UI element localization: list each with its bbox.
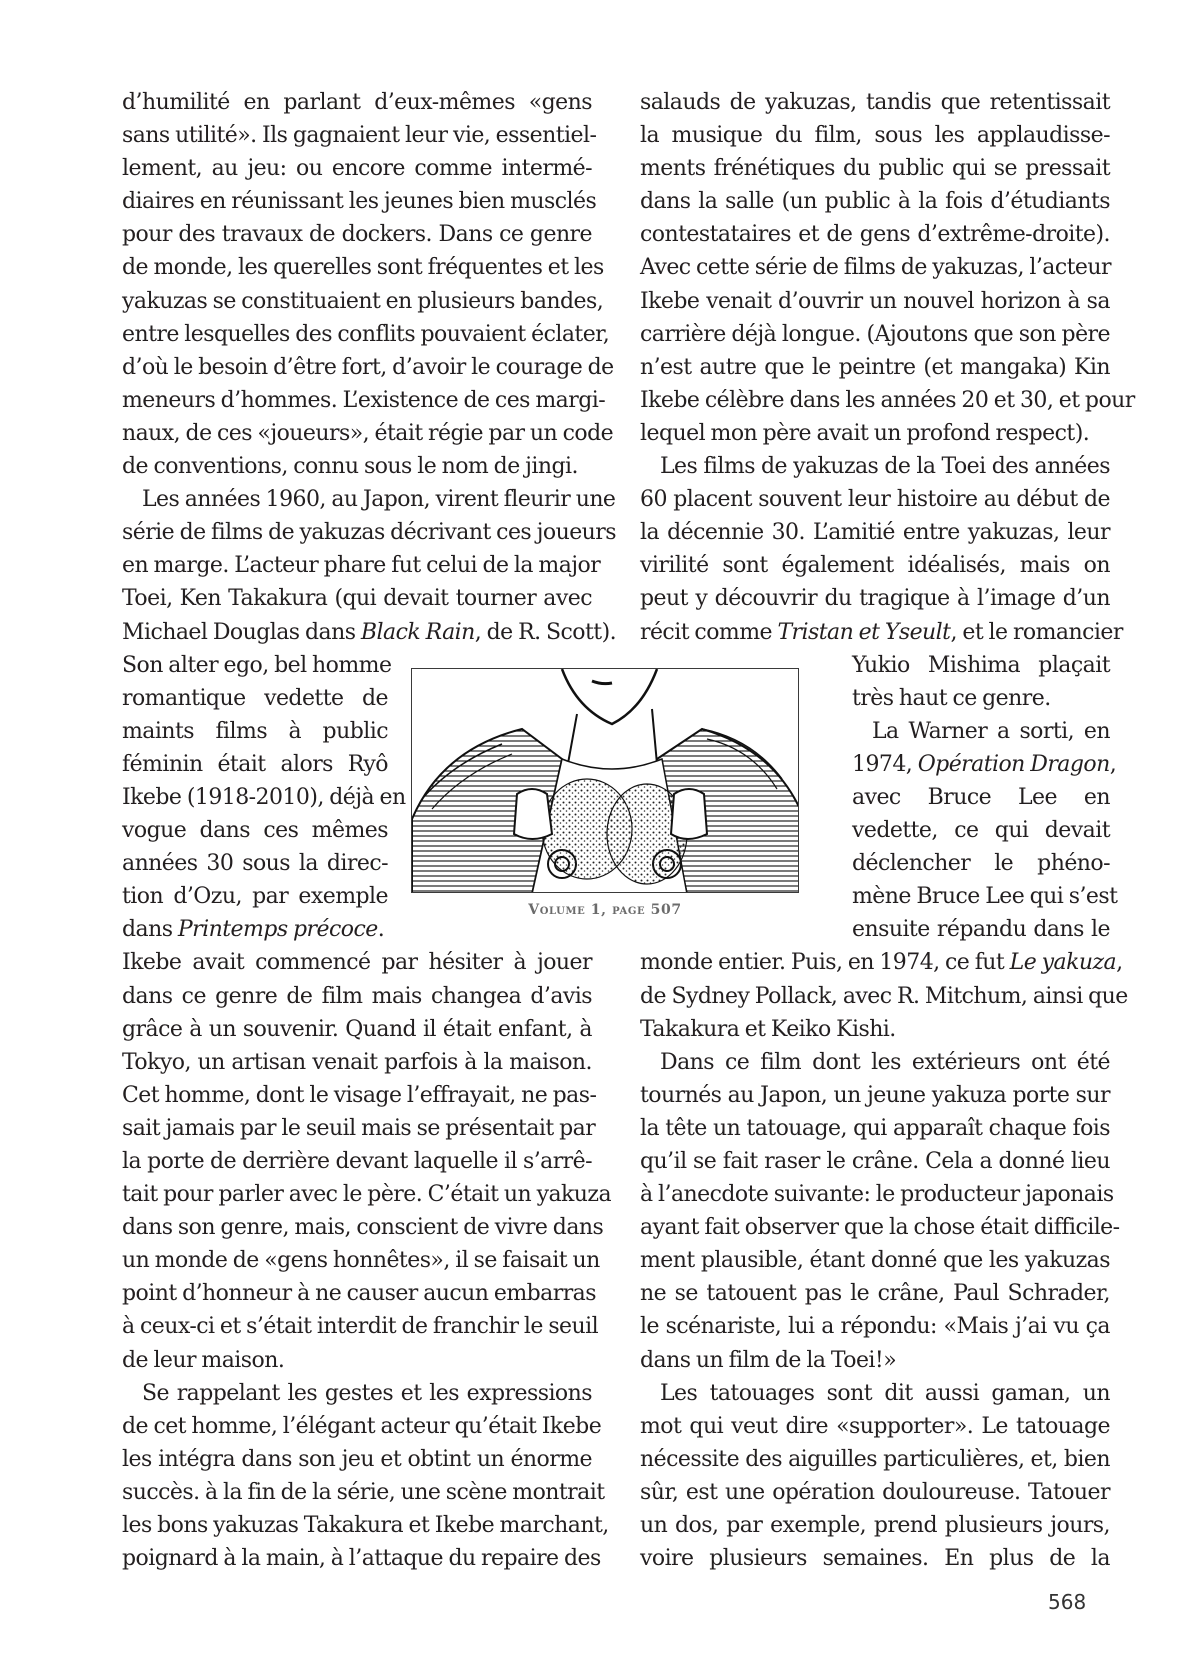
text-line: tait pour parler avec le père. C’était un yakuza: [122, 1182, 612, 1208]
text-line: 1974, Opération Dragon,: [852, 751, 1117, 777]
text-line: monde entier. Puis, en 1974, ce fut Le yakuza,: [640, 950, 1123, 976]
text-line: Toei, Ken Takakura (qui devait tourner avec: [122, 586, 592, 612]
text-line: dans un film de la Toei!»: [640, 1347, 897, 1373]
text-line: ensuite répandu dans le: [852, 917, 1110, 943]
text-line: années 30 sous la direc-: [122, 851, 388, 877]
text-line: d’où le besoin d’être fort, d’avoir le courage de: [122, 354, 614, 380]
text-line: un monde de «gens honnêtes», il se faisait un: [122, 1248, 600, 1274]
text-line: de Sydney Pollack, avec R. Mitchum, ainsi que: [640, 983, 1128, 1009]
text-line: Ikebe avait commencé par hésiter à jouer: [122, 950, 592, 976]
italic-title: Printemps précoce: [177, 917, 378, 943]
text-line: naux, de ces «joueurs», était régie par un code: [122, 420, 614, 446]
text-line: Ikebe venait d’ouvrir un nouvel horizon à sa: [640, 288, 1110, 314]
figure-caption: Volume 1, page 507: [528, 902, 682, 918]
text-line: récit comme Tristan et Yseult, et le romancier: [640, 619, 1123, 645]
text-line: qu’il se fait raser le crâne. Cela a donné lieu: [640, 1149, 1110, 1174]
text-line: Ikebe célèbre dans les années 20 et 30, et pour: [640, 387, 1135, 413]
text-line: à l’anecdote suivante: le producteur japonais: [640, 1182, 1114, 1208]
text-line: tournés au Japon, un jeune yakuza porte sur: [640, 1082, 1110, 1108]
text-line: entre lesquelles des conflits pouvaient éclater,: [122, 321, 610, 347]
text-line: de monde, les querelles sont fréquentes et les: [122, 255, 604, 281]
text-line: 60 placent souvent leur histoire au début de: [640, 487, 1110, 513]
text-line: voire plusieurs semaines. En plus de la: [640, 1546, 1110, 1572]
text-line: virilité sont également idéalisés, mais on: [640, 553, 1110, 579]
text-line: Michael Douglas dans Black Rain, de R. Scott).: [122, 619, 617, 645]
text-line: le scénariste, lui a répondu: «Mais j’ai vu ça: [640, 1314, 1110, 1340]
text-line: mène Bruce Lee qui s’est: [852, 884, 1118, 910]
text-line: ayant fait observer que la chose était difficile-: [640, 1215, 1120, 1241]
text-line: mot qui veut dire «supporter». Le tatouage: [640, 1413, 1110, 1439]
text-line: Les années 1960, au Japon, virent fleurir une: [142, 487, 616, 513]
text-line: lequel mon père avait un profond respect).: [640, 420, 1090, 446]
text-line: Avec cette série de films de yakuzas, l’acteur: [640, 255, 1111, 281]
text-line: yakuzas se constituaient en plusieurs bandes,: [122, 288, 604, 314]
text-line: pour des travaux de dockers. Dans ce genre: [122, 222, 592, 248]
text-line: Les films de yakuzas de la Toei des années: [660, 454, 1110, 480]
text-line: dans Printemps précoce.: [122, 917, 385, 943]
text-line: grâce à un souvenir. Quand il était enfant, à: [122, 1016, 592, 1042]
text-line: dans ce genre de film mais changea d’avis: [122, 983, 592, 1009]
text-line: Tokyo, un artisan venait parfois à la maison.: [122, 1049, 592, 1075]
text-line: meneurs d’hommes. L’existence de ces margi-: [122, 387, 606, 413]
italic-title: Tristan et Yseult: [777, 619, 951, 645]
text-line: Takakura et Keiko Kishi.: [640, 1016, 896, 1042]
text-line: de cet homme, l’élégant acteur qu’était Ikebe: [122, 1413, 602, 1439]
text-line: de leur maison.: [122, 1347, 285, 1373]
text-line: poignard à la main, à l’attaque du repaire des: [122, 1546, 601, 1572]
text-line: peut y découvrir du tragique à l’image d’un: [640, 586, 1110, 612]
page-number: 568: [1048, 1590, 1087, 1614]
text-line: Yukio Mishima plaçait: [852, 652, 1110, 678]
tattoo-illustration-icon: [412, 669, 799, 893]
text-line: Ikebe (1918-2010), déjà en: [122, 784, 406, 810]
text-line: maints films à public: [122, 718, 388, 744]
text-line: avec Bruce Lee en: [852, 784, 1110, 810]
text-line: ments frénétiques du public qui se pressait: [640, 156, 1110, 182]
text-line: n’est autre que le peintre (et mangaka) Kin: [640, 354, 1110, 380]
italic-title: Black Rain: [360, 619, 475, 645]
text-line: vogue dans ces mêmes: [122, 818, 388, 844]
text-line: lement, au jeu: ou encore comme intermé-: [122, 156, 592, 182]
text-line: Dans ce film dont les extérieurs ont été: [660, 1049, 1110, 1075]
text-line: ment plausible, étant donné que les yakuzas: [640, 1248, 1110, 1274]
text-line: nécessite des aiguilles particulières, et, bien: [640, 1446, 1110, 1472]
italic-title: Opération Dragon: [917, 751, 1110, 777]
text-line: dans son genre, mais, conscient de vivre dans: [122, 1215, 604, 1241]
text-line: en marge. L’acteur phare fut celui de la major: [122, 553, 601, 579]
text-line: succès. à la fin de la série, une scène montrait: [122, 1479, 605, 1505]
text-line: diaires en réunissant les jeunes bien musclés: [122, 189, 597, 215]
text-line: sait jamais par le seuil mais se présentait par: [122, 1115, 596, 1141]
text-line: sûr, est une opération douloureuse. Tatouer: [640, 1479, 1110, 1505]
manga-illustration: [411, 668, 799, 893]
text-line: sans utilité». Ils gagnaient leur vie, essentiel-: [122, 123, 597, 149]
text-line: la musique du film, sous les applaudisse-: [640, 123, 1110, 149]
italic-title: Le yakuza: [1009, 950, 1117, 976]
text-line: tion d’Ozu, par exemple: [122, 884, 388, 910]
text-line: la tête un tatouage, qui apparaît chaque fois: [640, 1115, 1110, 1141]
text-line: série de films de yakuzas décrivant ces joueurs: [122, 520, 616, 546]
text-line: d’humilité en parlant d’eux-mêmes «gens: [122, 90, 592, 115]
text-line: carrière déjà longue. (Ajoutons que son père: [640, 321, 1110, 347]
text-line: ne se tatouent pas le crâne, Paul Schrader,: [640, 1281, 1110, 1307]
text-line: vedette, ce qui devait: [852, 818, 1110, 844]
text-line: un dos, par exemple, prend plusieurs jours,: [640, 1513, 1110, 1539]
text-line: Les tatouages sont dit aussi gaman, un: [660, 1380, 1110, 1406]
text-line: La Warner a sorti, en: [872, 718, 1110, 744]
text-line: contestataires et de gens d’extrême-droite).: [640, 222, 1110, 248]
text-line: romantique vedette de: [122, 685, 388, 711]
text-line: à ceux-ci et s’était interdit de franchir le seuil: [122, 1314, 599, 1340]
text-line: salauds de yakuzas, tandis que retentissait: [640, 90, 1110, 115]
text-line: très haut ce genre.: [852, 685, 1051, 711]
text-line: dans la salle (un public à la fois d’étudiants: [640, 189, 1110, 215]
text-line: point d’honneur à ne causer aucun embarras: [122, 1281, 596, 1307]
text-line: de conventions, connu sous le nom de jingi.: [122, 454, 578, 480]
text-line: les intégra dans son jeu et obtint un énorme: [122, 1446, 592, 1472]
text-line: féminin était alors Ryô: [122, 751, 388, 777]
text-line: la porte de derrière devant laquelle il s’arrê-: [122, 1149, 592, 1174]
text-line: la décennie 30. L’amitié entre yakuzas, leur: [640, 520, 1110, 546]
text-line: Son alter ego, bel homme: [122, 652, 392, 678]
text-line: les bons yakuzas Takakura et Ikebe marchant,: [122, 1513, 609, 1539]
text-line: Se rappelant les gestes et les expressions: [142, 1380, 592, 1406]
text-line: déclencher le phéno-: [852, 851, 1110, 877]
text-line: Cet homme, dont le visage l’effrayait, ne pas-: [122, 1082, 597, 1108]
